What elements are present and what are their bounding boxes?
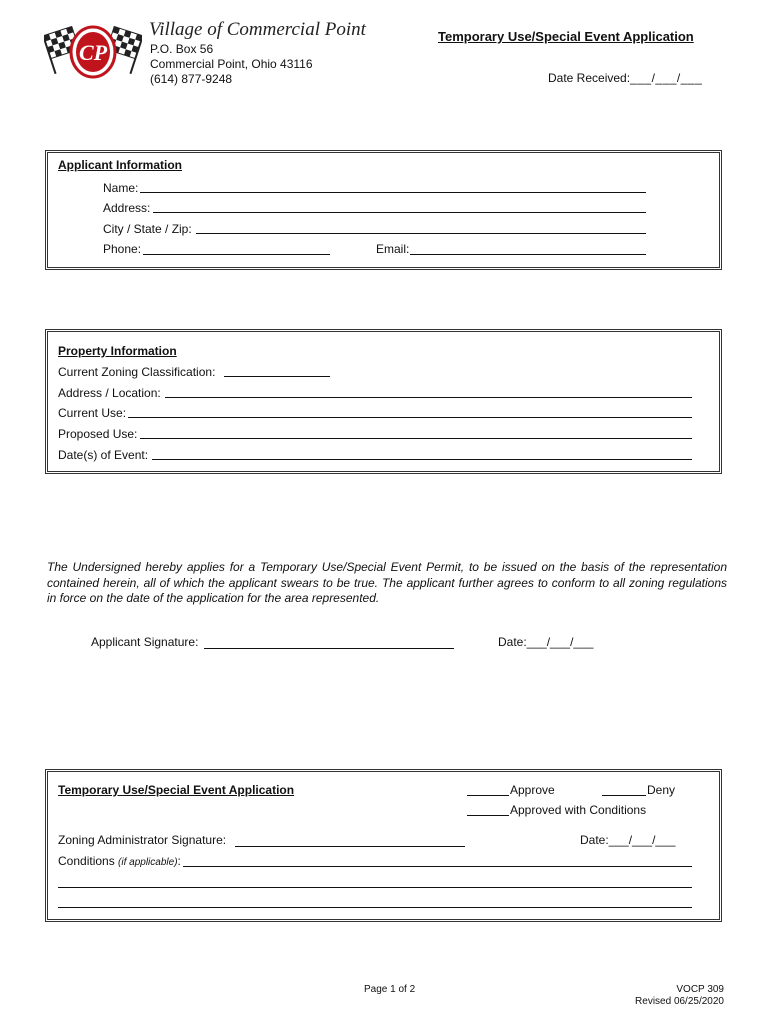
admin-section-title: Temporary Use/Special Event Application (58, 783, 295, 797)
date-received-label: Date Received: (548, 71, 631, 85)
village-logo (44, 20, 142, 84)
applicant-statement: The Undersigned hereby applies for a Temporary Use/Special Event Permit, to be issued on the basis of the representation contained herein, all of which the applicant swears to be true. The applicant further agrees to conform to all zoning regulations in force on the date of the application for the area represented. (47, 560, 727, 605)
signature-date-label: Date: (498, 635, 527, 649)
event-dates-field[interactable] (152, 459, 692, 460)
admin-date-label: Date: (580, 833, 609, 847)
approved-conditions-blank[interactable] (467, 815, 509, 816)
approve-blank[interactable] (467, 795, 509, 796)
deny-label: Deny (647, 783, 676, 797)
proposed-use-field[interactable] (140, 438, 692, 439)
applicant-signature-field[interactable] (204, 648, 454, 649)
current-use-field[interactable] (128, 417, 692, 418)
applicant-name-field[interactable] (140, 192, 646, 193)
property-info-title: Property Information (58, 344, 177, 358)
approved-conditions-label: Approved with Conditions (510, 803, 647, 817)
applicant-signature-label: Applicant Signature: (91, 635, 199, 649)
form-title: Temporary Use/Special Event Application (438, 29, 694, 44)
property-address-field[interactable] (165, 397, 692, 398)
conditions-label: Conditions (58, 854, 115, 868)
applicant-phone-label: Phone: (103, 242, 142, 256)
conditions-note: (if applicable) (118, 857, 178, 868)
applicant-info-title: Applicant Information (58, 158, 182, 172)
applicant-address-label: Address: (103, 201, 151, 215)
applicant-phone-field[interactable] (143, 254, 330, 255)
svg-text:CP: CP (78, 40, 108, 65)
admin-date[interactable] (580, 833, 675, 847)
zoning-admin-signature-field[interactable] (235, 846, 465, 847)
date-received-value[interactable]: ___/___/___ (630, 71, 703, 85)
conditions-field-line-2[interactable] (58, 887, 692, 888)
applicant-name-label: Name: (103, 181, 139, 195)
signature-date[interactable] (498, 635, 593, 649)
zoning-admin-signature-label: Zoning Administrator Signature: (58, 833, 227, 847)
applicant-email-label: Email: (376, 242, 410, 256)
property-address-label: Address / Location: (58, 386, 161, 400)
revised-date: Revised 06/25/2020 (635, 996, 724, 1007)
event-dates-label: Date(s) of Event: (58, 448, 149, 462)
current-use-label: Current Use: (58, 406, 127, 420)
approve-label: Approve (510, 783, 555, 797)
village-name: Village of Commercial Point (149, 19, 366, 40)
admin-date-value[interactable]: ___/___/___ (608, 833, 676, 847)
phone-number: (614) 877-9248 (150, 72, 233, 86)
city-state-zip: Commercial Point, Ohio 43116 (150, 57, 313, 71)
date-received[interactable] (548, 71, 702, 85)
applicant-city-label: City / State / Zip: (103, 222, 192, 236)
signature-date-value[interactable]: ___/___/___ (526, 635, 594, 649)
conditions-field-line-1[interactable] (183, 866, 692, 867)
conditions-colon: : (177, 854, 181, 868)
page-number: Page 1 of 2 (364, 984, 416, 995)
conditions-field-line-3[interactable] (58, 907, 692, 908)
zoning-field[interactable] (224, 376, 330, 377)
proposed-use-label: Proposed Use: (58, 427, 138, 441)
po-box: P.O. Box 56 (150, 42, 214, 56)
deny-blank[interactable] (602, 795, 646, 796)
applicant-city-field[interactable] (196, 233, 646, 234)
applicant-email-field[interactable] (410, 254, 646, 255)
zoning-label: Current Zoning Classification: (58, 365, 216, 379)
conditions-label-group (58, 854, 181, 868)
applicant-address-field[interactable] (153, 212, 646, 213)
form-code: VOCP 309 (676, 984, 724, 995)
